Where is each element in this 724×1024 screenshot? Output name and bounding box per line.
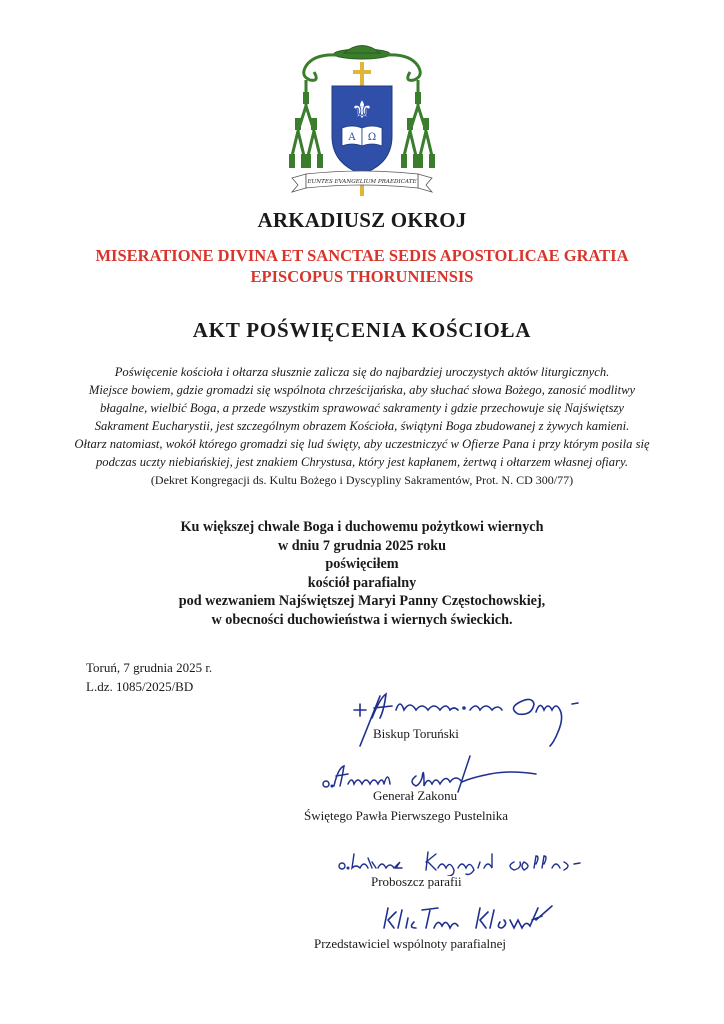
declaration-line: pod wezwaniem Najświętszej Maryi Panny Częstochowskiej, <box>178 593 546 610</box>
signature-role: Biskup Toruński <box>373 726 459 741</box>
latin-title-line-2: EPISCOPUS THORUNIENSIS <box>250 267 474 286</box>
signature-role: Przedstawiciel wspólnoty parafialnej <box>314 936 507 951</box>
signature-role: Proboszcz parafii <box>371 874 462 889</box>
place-date: Toruń, 7 grudnia 2025 r. <box>86 660 213 675</box>
quote-line: Poświęcenie kościoła i ołtarza słusznie zalicza się do najbardziej uroczystych aktów liturgicznych. <box>114 365 610 379</box>
galero-hat-icon <box>334 46 390 60</box>
coat-of-arms <box>284 36 440 196</box>
quote-line: Miejsce bowiem, gdzie gromadzi się wspólnota chrześcijańska, aby słuchać słowa Bożego, zanosić modlitwy <box>88 383 636 397</box>
declaration-line: w dniu 7 grudnia 2025 roku <box>277 537 447 554</box>
community-representative-signature <box>380 898 560 934</box>
decree-quote <box>0 363 724 489</box>
svg-text:EUNTES EVANGELIUM PRAEDICATE: EUNTES EVANGELIUM PRAEDICATE <box>307 179 417 185</box>
svg-text:A: A <box>348 132 356 143</box>
svg-text:⚜: ⚜ <box>351 96 373 124</box>
reference-number: L.dz. 1085/2025/BD <box>86 679 194 694</box>
quote-line: Sakrament Eucharystii, jest szczególnym obrazem Kościoła, świątyni Boga zbudowanej z żywych kamieni. <box>94 419 630 433</box>
bishop-name: ARKADIUSZ OKROJ <box>257 208 467 232</box>
quote-line: Ołtarz natomiast, wokół którego gromadzi się lud święty, aby uczestniczyć w Ofierze Pana i przy którym posila się <box>74 437 650 451</box>
signature-role-line-2: Świętego Pawła Pierwszego Pustelnika <box>304 808 508 823</box>
signature-role-line-1: Generał Zakonu <box>373 788 458 803</box>
open-book-icon <box>342 126 382 146</box>
place-date-block <box>86 658 212 696</box>
quote-line: błagalne, wielbić Boga, a przede wszystkim sprawować sakramenty i gdzie przechowuje się Najświętszy <box>100 401 624 415</box>
declaration-line: w obecności duchowieństwa i wiernych świeckich. <box>211 611 513 628</box>
declaration-line: kościół parafialny <box>307 574 417 591</box>
svg-text:Ω: Ω <box>367 132 377 143</box>
declaration-line: Ku większej chwale Boga i duchowemu pożytkowi wiernych <box>180 519 544 535</box>
document-title: AKT POŚWIĘCENIA KOŚCIOŁA <box>192 318 532 342</box>
declaration-line: poświęciłem <box>325 556 399 573</box>
quote-source: (Dekret Kongregacji ds. Kultu Bożego i Dyscypliny Sakramentów, Prot. N. CD 300/77) <box>150 473 574 487</box>
quote-line: podczas uczty niebiańskiej, jest znakiem Chrystusa, który jest kapłanem, żertwą i ołtarzem własnej ofiary. <box>95 455 629 469</box>
parish-priest-signature <box>336 846 606 876</box>
latin-title-line-1: MISERATIONE DIVINA ET SANCTAE SEDIS APOSTOLICAE GRATIA <box>95 246 629 265</box>
declaration <box>0 518 724 630</box>
